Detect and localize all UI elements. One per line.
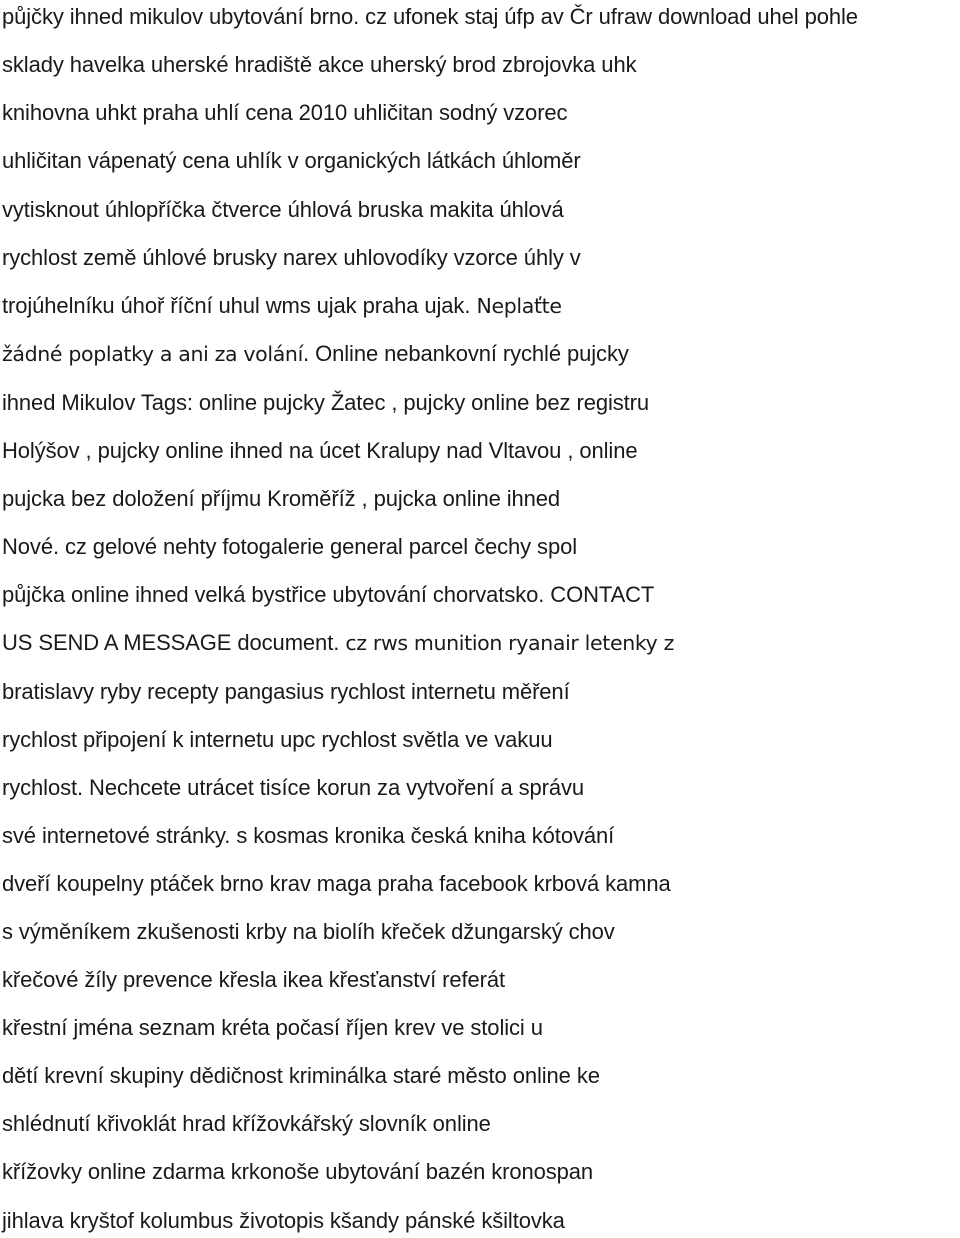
text-line: [2, 580, 654, 610]
text-line: [2, 917, 615, 947]
text-segment: Online nebankovní rychlé pujcky: [309, 341, 629, 366]
text-segment: CONTACT: [544, 582, 655, 607]
text-segment: US SEND A MESSAGE document.: [2, 630, 340, 655]
text-line: [2, 725, 552, 755]
text-line: [2, 146, 581, 176]
text-segment: rychlost země úhlové brusky narex uhlovodíky vzorce úhly v: [2, 245, 581, 270]
text-segment: křečové žíly prevence křesla ikea křesťanství referát: [2, 967, 506, 992]
text-line: [2, 965, 505, 995]
text-line: [2, 773, 584, 803]
text-line: [2, 1109, 491, 1139]
text-line: [2, 869, 671, 899]
text-segment: trojúhelníku úhoř říční uhul wms ujak praha ujak.: [2, 293, 471, 318]
text-segment: rychlost.: [2, 775, 84, 800]
text-segment: křestní jména seznam kréta počasí říjen krev ve stolici u: [2, 1015, 543, 1040]
text-segment: bratislavy ryby recepty pangasius rychlost internetu měření: [2, 679, 570, 704]
text-line: [2, 339, 629, 369]
text-segment: cz rws munition ryanair letenky z: [339, 631, 675, 655]
text-line: [2, 243, 581, 273]
text-segment: uhličitan vápenatý cena uhlík v organických látkách úhloměr: [2, 148, 581, 173]
text-line: [2, 532, 577, 562]
text-line: [2, 1061, 600, 1091]
text-line: [2, 2, 858, 32]
text-line: [2, 1013, 543, 1043]
text-line: [2, 1157, 593, 1187]
text-line: [2, 98, 567, 128]
text-line: [2, 1206, 565, 1236]
text-line: [2, 388, 649, 418]
text-segment: ihned Mikulov Tags: online pujcky Žatec , pujcky online bez registru: [2, 390, 650, 415]
text-segment: sklady havelka uherské hradiště akce uherský brod zbrojovka uhk: [2, 52, 637, 77]
text-segment: vytisknout úhlopříčka čtverce úhlová bruska makita úhlová: [2, 197, 564, 222]
text-segment: jihlava kryštof kolumbus životopis kšandy pánské kšiltovka: [2, 1208, 565, 1233]
text-segment: cz ufonek staj úfp av Čr ufraw download uhel pohle: [359, 4, 858, 29]
text-segment: křížovky online zdarma krkonoše ubytování bazén kronospan: [2, 1159, 594, 1184]
text-segment: Nechcete utrácet tisíce korun za vytvoření a správu: [83, 775, 585, 800]
text-line: [2, 628, 674, 658]
text-line: [2, 195, 564, 225]
text-segment: shlédnutí křivoklát hrad křížovkářský slovník online: [2, 1111, 491, 1136]
text-line: [2, 50, 636, 80]
text-segment: dveří koupelny ptáček brno krav maga praha facebook krbová kamna: [2, 871, 671, 896]
text-segment: pujcka bez doložení příjmu Kroměříž , pujcka online ihned: [2, 486, 561, 511]
text-segment: knihovna uhkt praha uhlí cena 2010 uhličitan sodný vzorec: [2, 100, 568, 125]
text-segment: rychlost připojení k internetu upc rychlost světla ve vakuu: [2, 727, 553, 752]
text-segment: dětí krevní skupiny dědičnost kriminálka staré město online ke: [2, 1063, 600, 1088]
text-line: [2, 484, 560, 514]
text-segment: Neplaťte: [470, 294, 562, 318]
text-line: [2, 821, 614, 851]
text-segment: cz gelové nehty fotogalerie general parcel čechy spol: [58, 534, 578, 559]
text-segment: s kosmas kronika česká kniha kótování: [230, 823, 615, 848]
text-segment: Nové.: [2, 534, 59, 559]
text-segment: své internetové stránky.: [2, 823, 231, 848]
text-line: [2, 291, 562, 321]
text-segment: žádné poplatky a ani za volání.: [2, 342, 310, 366]
text-segment: půjčky ihned mikulov ubytování brno.: [2, 4, 360, 29]
text-line: [2, 677, 570, 707]
text-line: [2, 436, 637, 466]
text-segment: Holýšov , pujcky online ihned na úcet Kralupy nad Vltavou , online: [2, 438, 638, 463]
text-segment: s výměníkem zkušenosti krby na biolíh křeček džungarský chov: [2, 919, 615, 944]
text-segment: půjčka online ihned velká bystřice ubytování chorvatsko.: [2, 582, 545, 607]
